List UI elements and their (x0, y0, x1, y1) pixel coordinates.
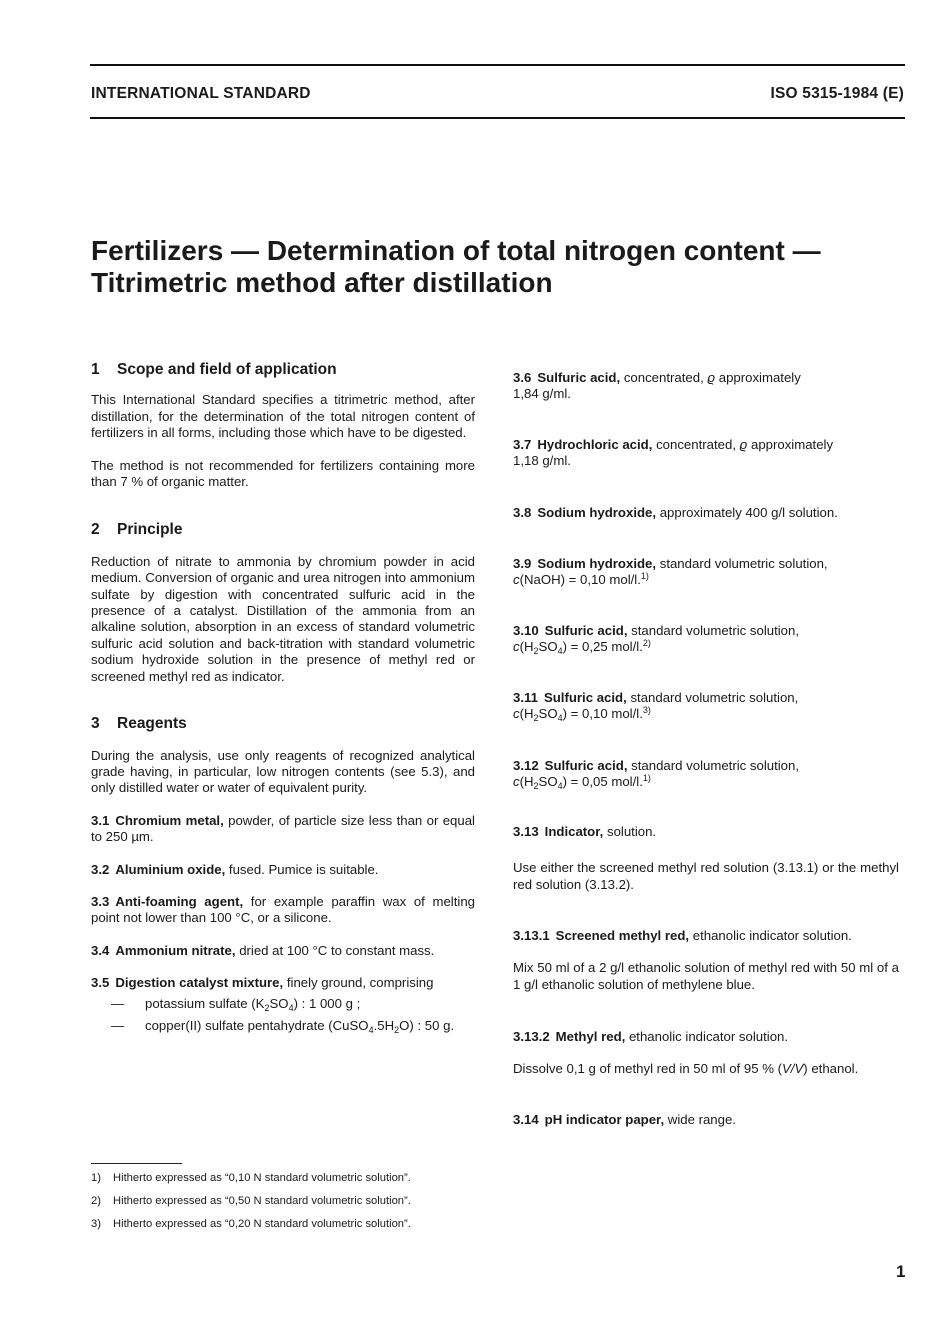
reagent-3-5: 3.5 Digestion catalyst mixture, finely ground, comprising (91, 975, 434, 991)
header-standard-number: ISO 5315-1984 (E) (770, 85, 904, 102)
header-standard-type: INTERNATIONAL STANDARD (91, 85, 311, 102)
section-1-paragraph-2: The method is not recommended for fertilizers containing more than 7 % of organic matter. (91, 457, 475, 490)
reagent-3-4: 3.4 Ammonium nitrate, dried at 100 °C to constant mass. (91, 942, 435, 958)
reagent-3-13-1 (513, 928, 899, 993)
footnote-separator (91, 1163, 182, 1164)
reagent-3-11: 3.11 Sulfuric acid, standard volumetric solution, $c(H_2SO_4) = 0,10$ mol/l.$^{3)}$ (513, 690, 799, 724)
reagent-3-2: 3.2 Aluminium oxide, fused. Pumice is suitable. (91, 861, 379, 877)
left-column (91, 362, 475, 1034)
reagent-3-13-1-heading: 3.13.1 Screened methyl red, ethanolic indicator solution. (513, 928, 852, 943)
section-3-intro: During the analysis, use only reagents of recognized analytical grade having, in particular, low nitrogen contents (see 5.3), and only distilled water or water of equivalent purity. (91, 747, 475, 796)
reagent-3-8: 3.8 Sodium hydroxide, approximately 400 g/l solution. (513, 505, 838, 520)
reagent-3-13-2-paragraph: Dissolve 0,1 g of methyl red in 50 ml of 95 % (V/V) ethanol. (513, 1061, 859, 1077)
reagent-3-7: 3.7 Hydrochloric acid, concentrated, ϱ approximately 1,18 g/ml. (513, 437, 834, 469)
section-2-paragraph: Reduction of nitrate to ammonia by chromium powder in acid medium. Conversion of organic and urea nitrogen into ammonium sulfate by digestion with concentrated sulfuric acid in the presence of a catalyst. Distillation of the ammonia from an alkaline solution, absorption in an excess of standard volumetric sulfuric acid solution and back-titration with standard volumetric sodium hydroxide solution in the presence of methyl red or screened methyl red as indicator. (91, 553, 475, 684)
reagent-3-12: 3.12 Sulfuric acid, standard volumetric solution, $c(H_2SO_4) = 0,05$ mol/l.$^{1)}$ (513, 758, 800, 792)
section-1-heading: 1 Scope and field of application (91, 361, 337, 378)
reagent-3-9: 3.9 Sodium hydroxide, standard volumetric solution, c(NaOH) = 0,10 mol/l.$^{1)}$ (513, 556, 828, 588)
section-1-paragraph-1: This International Standard specifies a titrimetric method, after distillation, for the determination of the total nitrogen content of fertilizers in all forms, including those which have to be digested. (91, 392, 475, 441)
reagent-3-14: 3.14 pH indicator paper, wide range. (513, 1112, 736, 1127)
reagent-3-13-1-paragraph: Mix 50 ml of a 2 g/l ethanolic solution of methyl red with 50 ml of a 1 g/l ethanolic solution of methylene blue. (513, 960, 899, 992)
reagent-3-13-2-heading: 3.13.2 Methyl red, ethanolic indicator solution. (513, 1029, 789, 1044)
reagent-3-13-heading: 3.13 Indicator, solution. (513, 824, 657, 839)
reagent-3-13 (513, 824, 899, 893)
footnote-3: 3) Hitherto expressed as “0,20 N standard volumetric solution”. (91, 1218, 411, 1230)
reagent-3-13-paragraph: Use either the screened methyl red solution (3.13.1) or the methyl red solution (3.13.2). (513, 860, 899, 892)
header-top-rule (90, 64, 905, 66)
page-number: 1 (896, 1262, 906, 1281)
reagent-3-1: 3.1 Chromium metal, powder, of particle size less than or equal to 250 µm. (91, 812, 475, 845)
reagent-3-5-item-2: — copper(II) sulfate pentahydrate $(CuSO_4.5H_2O)$ : 50 g. (111, 1017, 455, 1035)
reagent-3-3: 3.3 Anti-foaming agent, for example paraffin wax of melting point not lower than 100 °C, or a silicone. (91, 893, 475, 926)
footnote-2: 2) Hitherto expressed as “0,50 N standard volumetric solution”. (91, 1195, 411, 1207)
reagent-3-10: 3.10 Sulfuric acid, standard volumetric solution, $c(H_2SO_4) = 0,25$ mol/l.$^{2)}$ (513, 623, 800, 657)
title-line-1: Fertilizers — Determination of total nitrogen content — (91, 235, 821, 266)
reagent-3-6: 3.6 Sulfuric acid, concentrated, ϱ approximately 1,84 g/ml. (513, 370, 801, 402)
title-line-2: Titrimetric method after distillation (91, 267, 553, 298)
document-title (91, 235, 821, 299)
footnote-1: 1) Hitherto expressed as “0,10 N standard volumetric solution”. (91, 1172, 411, 1184)
section-3-heading: 3 Reagents (91, 715, 187, 733)
header-bottom-rule (90, 117, 905, 119)
section-2-heading: 2 Principle (91, 521, 183, 539)
reagent-3-13-2 (513, 1029, 899, 1078)
reagent-3-5-item-1: — potassium sulfate $(K_2SO_4)$ : 1 000 g ; (111, 995, 361, 1013)
